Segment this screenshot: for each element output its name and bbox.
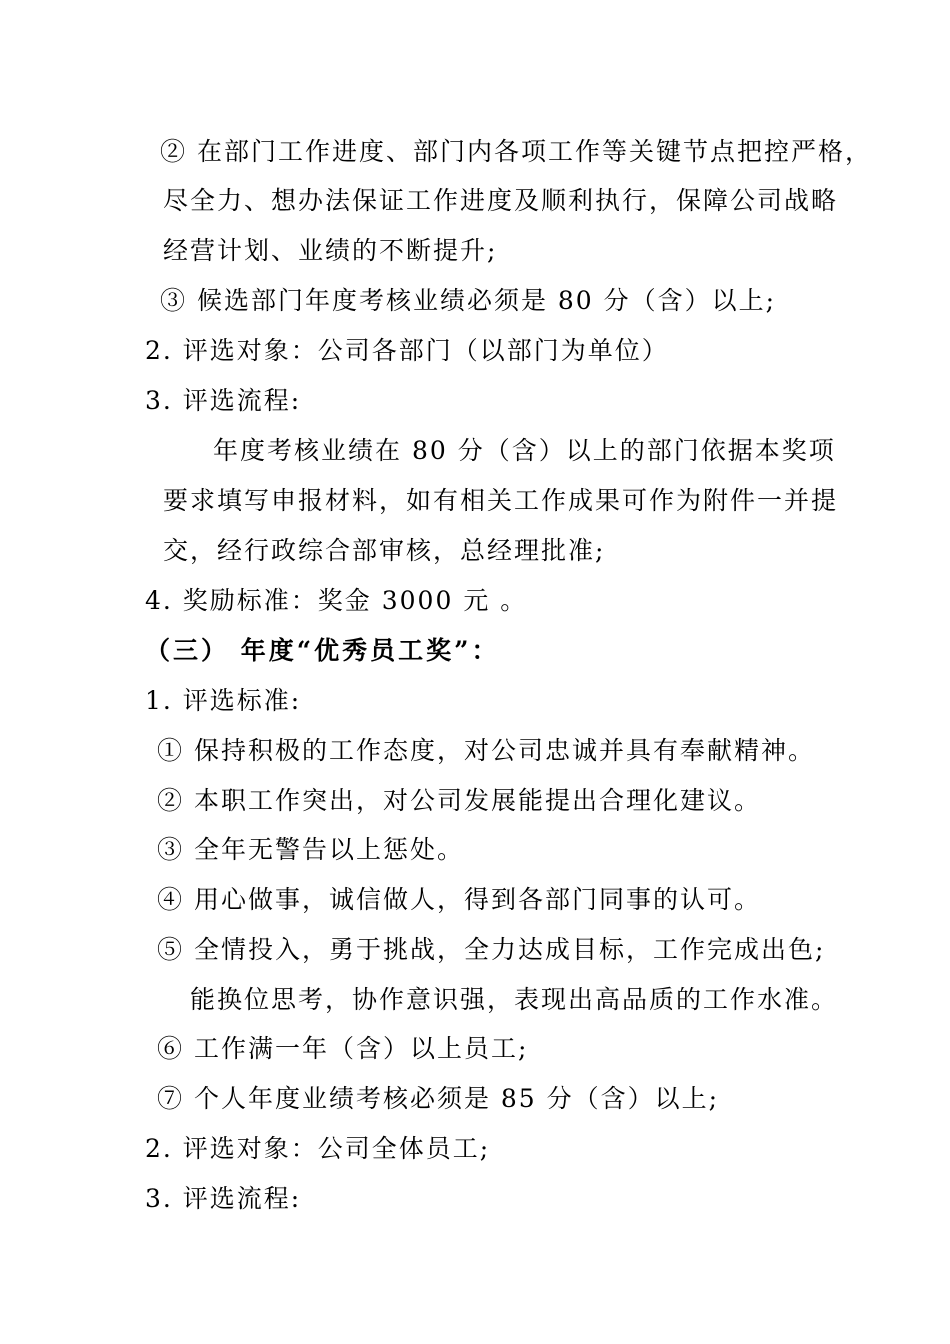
criteria-item-2-cont-1: 尽全力、想办法保证工作进度及顺利执行，保障公司战略 [163,186,839,215]
award-criteria-heading: 1. 评选标准: [145,686,302,715]
process-paragraph-line-3: 交，经行政综合部审核，总经理批准; [163,536,606,565]
award-criteria-item-4: ④ 用心做事，诚信做人，得到各部门同事的认可。 [157,885,761,914]
award-criteria-item-2: ② 本职工作突出，对公司发展能提出合理化建议。 [157,786,761,815]
award-target-heading: 2. 评选对象：公司全体员工; [145,1134,491,1163]
award-criteria-item-5-cont: 能换位思考，协作意识强，表现出高品质的工作水准。 [190,985,839,1014]
process-paragraph-line-1: 年度考核业绩在 80 分（含）以上的部门依据本奖项 [213,436,836,465]
award-criteria-item-6: ⑥ 工作满一年（含）以上员工; [157,1034,529,1063]
section-2-heading: 2. 评选对象：公司各部门（以部门为单位） [145,336,669,365]
criteria-item-2-cont-2: 经营计划、业绩的不断提升; [163,236,498,265]
award-process-heading: 3. 评选流程: [145,1184,302,1213]
award-section-heading: （三） 年度“优秀员工奖”： [145,636,500,665]
award-criteria-item-7: ⑦ 个人年度业绩考核必须是 85 分（含）以上; [157,1084,720,1113]
award-criteria-item-3: ③ 全年无警告以上惩处。 [157,835,464,864]
section-3-heading: 3. 评选流程: [145,386,302,415]
award-criteria-item-1: ① 保持积极的工作态度，对公司忠诚并具有奉献精神。 [157,736,815,765]
criteria-item-3: ③ 候选部门年度考核业绩必须是 80 分（含）以上; [160,286,777,315]
process-paragraph-line-2: 要求填写申报材料，如有相关工作成果可作为附件一并提 [163,486,839,515]
award-criteria-item-5: ⑤ 全情投入，勇于挑战，全力达成目标，工作完成出色; [157,935,826,964]
section-4-heading: 4. 奖励标准：奖金 3000 元 。 [145,586,528,615]
criteria-item-2: ② 在部门工作进度、部门内各项工作等关键节点把控严格， [160,137,872,166]
